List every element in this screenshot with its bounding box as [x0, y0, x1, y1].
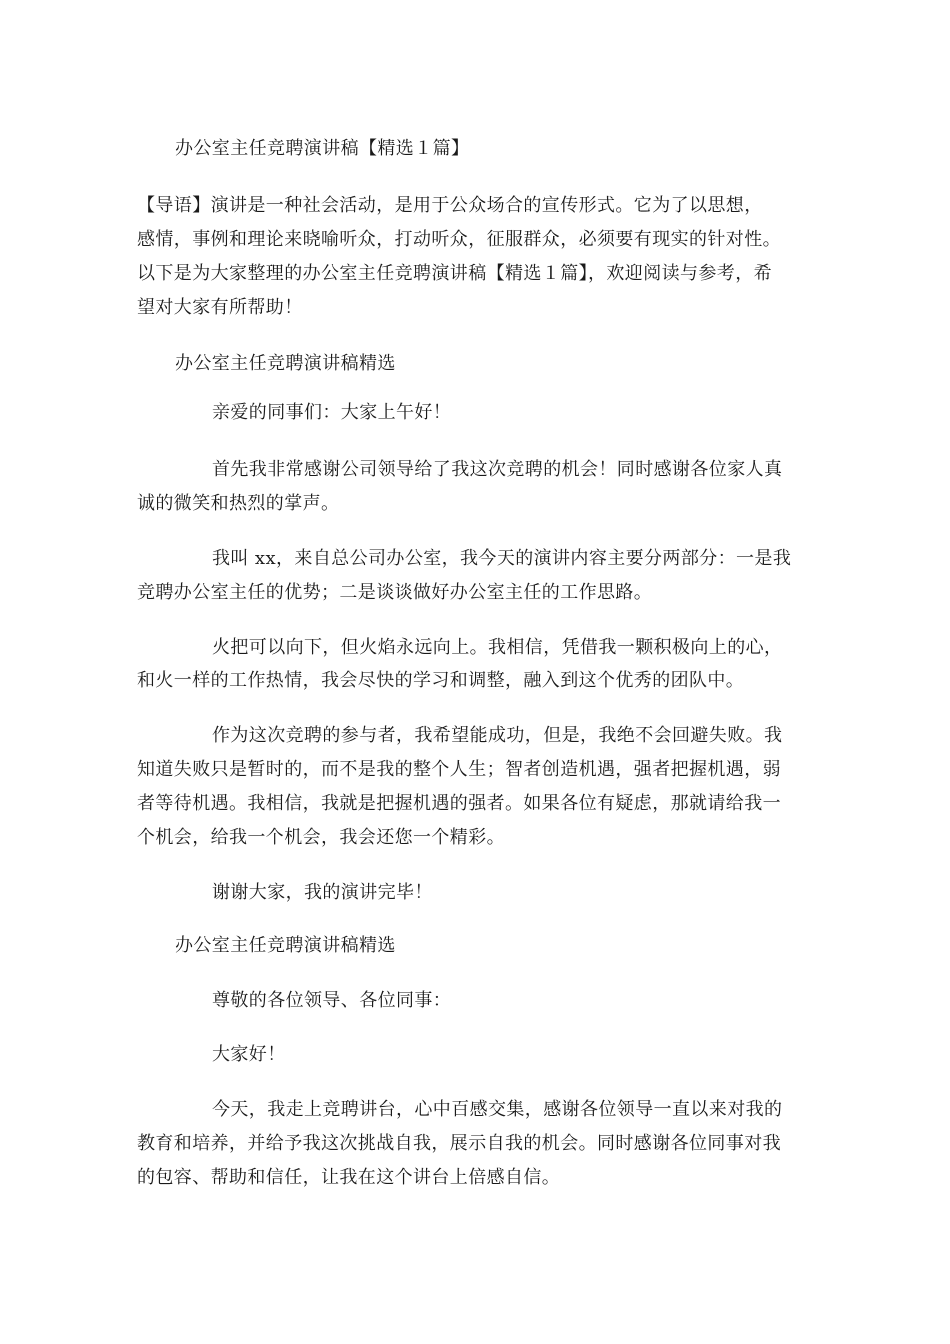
closing-line: 谢谢大家，我的演讲完毕！: [212, 882, 433, 903]
greeting: 大家好！: [212, 1044, 286, 1065]
greeting: 尊敬的各位领导、各位同事：: [212, 990, 452, 1011]
paragraph-line: 个机会，给我一个机会，我会还您一个精彩。: [137, 827, 505, 848]
paragraph-line: 首先我非常感谢公司领导给了我这次竞聘的机会！同时感谢各位家人真: [212, 459, 783, 480]
paragraph-line: 作为这次竞聘的参与者，我希望能成功，但是，我绝不会回避失败。我: [212, 725, 783, 746]
greeting: 亲爱的同事们：大家上午好！: [212, 402, 452, 423]
paragraph-line: 教育和培养，并给予我这次挑战自我，展示自我的机会。同时感谢各位同事对我: [137, 1133, 781, 1154]
paragraph-line: 知道失败只是暂时的，而不是我的整个人生；智者创造机遇，强者把握机遇，弱: [137, 759, 781, 780]
section-heading: 办公室主任竞聘演讲稿精选: [175, 353, 396, 374]
intro-line: 感情，事例和理论来晓喻听众，打动听众，征服群众，必须要有现实的针对性。: [137, 229, 781, 250]
paragraph-line: 竞聘办公室主任的优势；二是谈谈做好办公室主任的工作思路。: [137, 582, 653, 603]
paragraph-line: 诚的微笑和热烈的掌声。: [137, 493, 340, 514]
paragraph-line: 和火一样的工作热情，我会尽快的学习和调整，融入到这个优秀的团队中。: [137, 670, 745, 691]
paragraph-line: 今天，我走上竞聘讲台，心中百感交集，感谢各位领导一直以来对我的: [212, 1099, 783, 1120]
document-title: 办公室主任竞聘演讲稿【精选１篇】: [175, 138, 470, 159]
intro-line: 以下是为大家整理的办公室主任竞聘演讲稿【精选１篇】，欢迎阅读与参考，希: [137, 263, 772, 284]
intro-line: 望对大家有所帮助！: [137, 297, 303, 318]
intro-line: 【导语】演讲是一种社会活动，是用于公众场合的宣传形式。它为了以思想，: [137, 195, 763, 216]
paragraph-line: 火把可以向下，但火焰永远向上。我相信，凭借我一颗积极向上的心，: [212, 637, 783, 658]
paragraph-line: 的包容、帮助和信任，让我在这个讲台上倍感自信。: [137, 1167, 561, 1188]
paragraph-line: 我叫 xx，来自总公司办公室，我今天的演讲内容主要分两部分：一是我: [212, 548, 792, 569]
paragraph-line: 者等待机遇。我相信，我就是把握机遇的强者。如果各位有疑虑，那就请给我一: [137, 793, 781, 814]
section-heading: 办公室主任竞聘演讲稿精选: [175, 935, 396, 956]
